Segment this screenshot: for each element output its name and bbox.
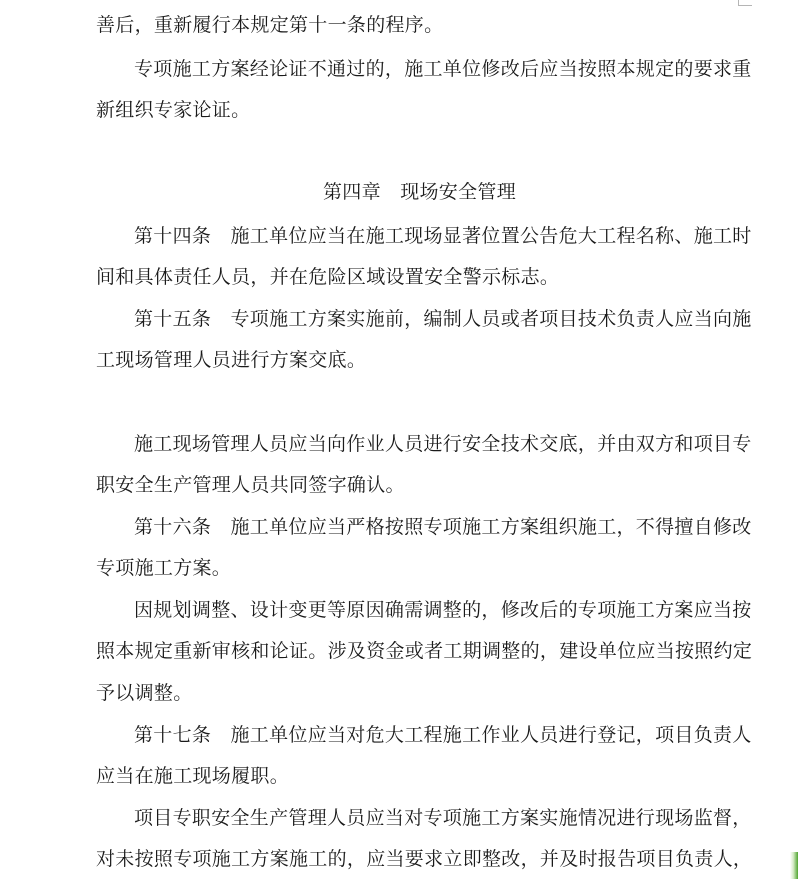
paragraph-line: 新组织专家论证。	[96, 99, 251, 121]
article-line: 第十四条 施工单位应当在施工现场显著位置公告危大工程名称、施工时	[134, 225, 752, 247]
paragraph-line: 项目专职安全生产管理人员应当对专项施工方案实施情况进行现场监督，	[134, 807, 752, 829]
paragraph-line: 对未按照专项施工方案施工的，应当要求立即整改，并及时报告项目负责人，	[96, 848, 753, 870]
page-corner-marker	[738, 0, 752, 6]
paragraph-line: 职安全生产管理人员共同签字确认。	[96, 474, 405, 496]
paragraph-line: 施工现场管理人员应当向作业人员进行安全技术交底，并由双方和项目专	[134, 433, 752, 455]
paragraph-line: 应当在施工现场履职。	[96, 765, 290, 787]
paragraph-line: 照本规定重新审核和论证。涉及资金或者工期调整的，建设单位应当按照约定	[96, 640, 753, 662]
scroll-edge-indicator	[790, 852, 798, 879]
paragraph-line: 予以调整。	[96, 682, 193, 704]
paragraph-line: 间和具体责任人员，并在危险区域设置安全警示标志。	[96, 266, 560, 288]
article-line: 第十七条 施工单位应当对危大工程施工作业人员进行登记，项目负责人	[134, 724, 752, 746]
article-line: 第十五条 专项施工方案实施前，编制人员或者项目技术负责人应当向施	[134, 308, 752, 330]
paragraph-line: 专项施工方案经论证不通过的，施工单位修改后应当按照本规定的要求重	[134, 58, 752, 80]
chapter-heading: 第四章 现场安全管理	[323, 181, 517, 203]
article-line: 第十六条 施工单位应当严格按照专项施工方案组织施工，不得擅自修改	[134, 516, 752, 538]
paragraph-line: 专项施工方案。	[96, 557, 232, 579]
paragraph-line: 善后，重新履行本规定第十一条的程序。	[96, 14, 444, 36]
paragraph-line: 因规划调整、设计变更等原因确需调整的，修改后的专项施工方案应当按	[134, 599, 752, 621]
paragraph-line: 工现场管理人员进行方案交底。	[96, 349, 367, 371]
